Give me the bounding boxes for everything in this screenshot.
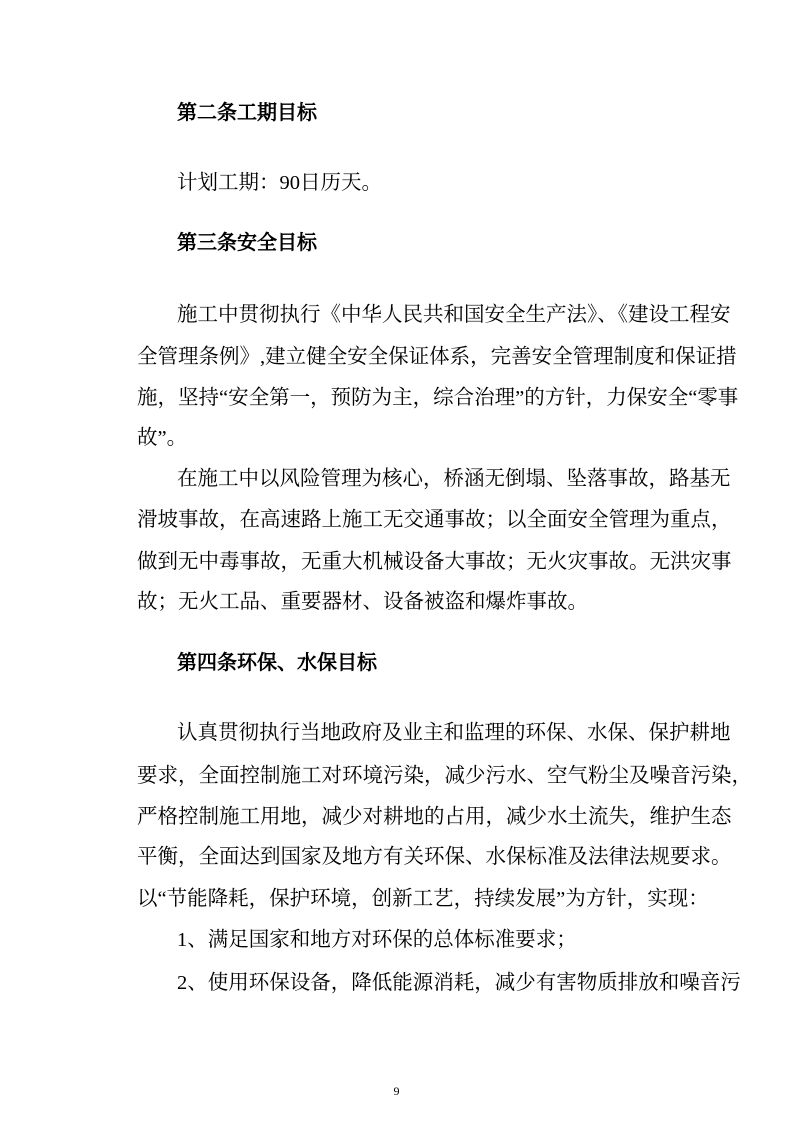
paragraph-line: 做到无中毒事故，无重大机械设备大事故；无火灾事故。无洪灾事 <box>137 551 732 573</box>
list-item: 1、满足国家和地方对环保的总体标准要求； <box>177 929 577 951</box>
section-heading: 第四条环保、水保目标 <box>177 652 377 674</box>
paragraph-line: 平衡，全面达到国家及地方有关环保、水保标准及法律法规要求。 <box>137 846 732 868</box>
paragraph-line: 认真贯彻执行当地政府及业主和监理的环保、水保、保护耕地 <box>177 722 731 744</box>
page-number: 9 <box>393 1084 400 1098</box>
paragraph-line: 故；无火工品、重要器材、设备被盗和爆炸事故。 <box>137 591 588 613</box>
paragraph-line: 计划工期：90日历天。 <box>177 172 382 194</box>
section-heading: 第二条工期目标 <box>177 102 317 124</box>
paragraph-line: 要求，全面控制施工对环境污染，减少污水、空气粉尘及噪音污染， <box>137 765 752 787</box>
paragraph-line: 施工中贯彻执行《中华人民共和国安全生产法》、《建设工程安 <box>177 304 731 326</box>
paragraph-line: 在施工中以风险管理为核心，桥涵无倒塌、坠落事故，路基无 <box>177 468 731 490</box>
paragraph-line: 以“节能降耗，保护环境，创新工艺，持续发展”为方针，实现： <box>137 888 709 910</box>
paragraph-line: 滑坡事故，在高速路上施工无交通事故；以全面安全管理为重点， <box>137 509 732 531</box>
paragraph-line: 施，坚持“安全第一，预防为主，综合治理”的方针，力保安全“零事 <box>137 387 739 409</box>
section-heading: 第三条安全目标 <box>177 232 317 254</box>
paragraph-line: 严格控制施工用地，减少对耕地的占用，减少水土流失，维护生态 <box>137 806 732 828</box>
list-item: 2、使用环保设备，降低能源消耗，减少有害物质排放和噪音污 <box>177 972 741 994</box>
paragraph-line: 全管理条例》,建立健全安全保证体系，完善安全管理制度和保证措 <box>137 346 737 368</box>
paragraph-line: 故”。 <box>137 427 188 449</box>
